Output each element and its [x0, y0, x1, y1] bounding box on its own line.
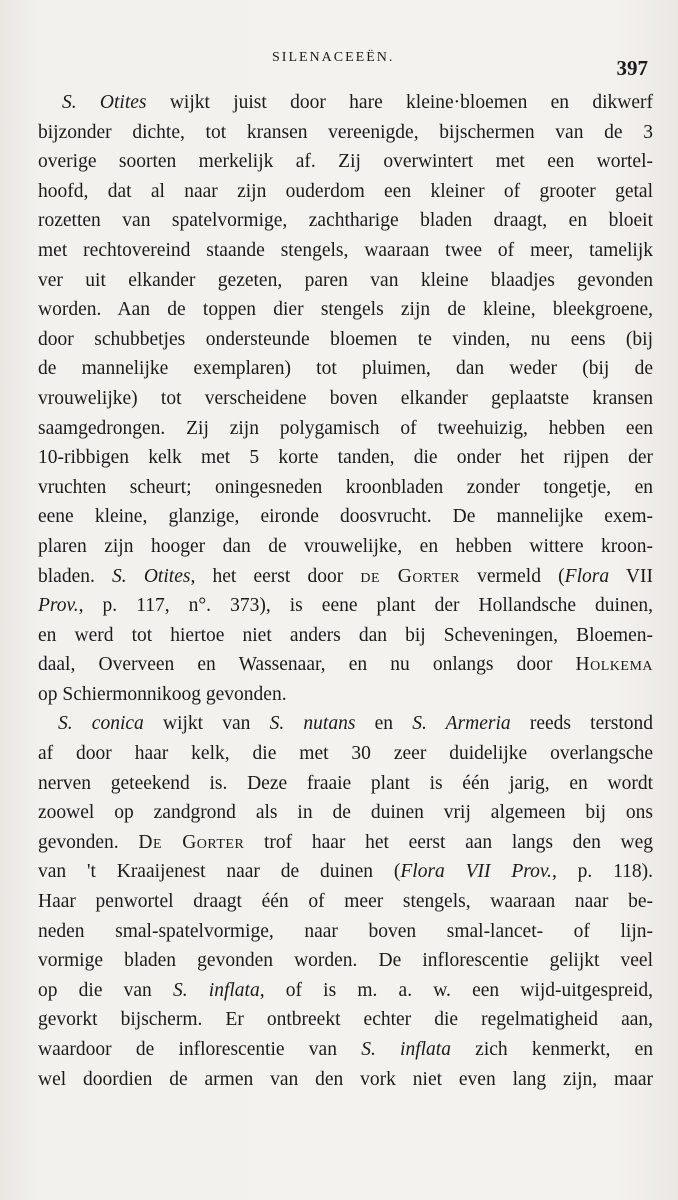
- paragraph-silene-conica: [38, 709, 653, 1094]
- work-title: Flora: [564, 565, 610, 587]
- line-text: op die van: [38, 979, 173, 1001]
- text-line: rozetten van spatelvormige, zachtharige bladen draagt, en bloeit: [38, 210, 653, 232]
- text-line: worden. Aan de toppen dier stengels zijn de kleine, bleekgroene,: [38, 299, 653, 321]
- text-line: hoofd, dat al naar zijn ouderdom een kleiner of grooter getal: [38, 180, 653, 202]
- text-line: de mannelijke exemplaren) tot pluimen, dan weder (bij de: [38, 358, 653, 380]
- text-line: vrouwelijke) tot verscheidene boven elkander geplaatste kransen: [38, 387, 653, 409]
- running-title: SILENACEEËN.: [272, 50, 395, 65]
- author-name: De Gorter: [138, 831, 245, 853]
- text-line: [38, 88, 653, 118]
- running-head: [0, 50, 678, 80]
- text-line: af door haar kelk, die met 30 zeer duidelijke overlangsche: [38, 743, 653, 765]
- line-text: wijkt juist door hare kleine·bloemen en dikwerf: [146, 92, 653, 113]
- text-line: vormige bladen gevonden worden. De inflorescentie gelijkt veel: [38, 950, 653, 972]
- line-text: van 't Kraaijenest naar de duinen (: [38, 861, 401, 883]
- text-line: Haar penwortel draagt één of meer stengels, waaraan naar be-: [38, 891, 653, 913]
- text-line: ver uit elkander gezeten, paren van kleine blaadjes gevonden: [38, 269, 653, 291]
- text-line: en werd tot hiertoe niet anders dan bij Scheveningen, Bloemen-: [38, 624, 653, 646]
- taxon-name: S. conica: [58, 713, 144, 735]
- text-line: [38, 857, 653, 887]
- taxon-name: S. inflata: [361, 1039, 451, 1060]
- taxon-name: S. nutans: [269, 713, 356, 735]
- line-text: trof haar het eerst aan langs den weg: [244, 831, 653, 853]
- taxon-name: S. Otites: [62, 92, 147, 113]
- text-line: op Schiermonnikoog gevonden.: [38, 683, 287, 705]
- line-text: vermeld (: [459, 565, 565, 587]
- line-text: VII: [609, 565, 653, 587]
- author-name: de Gorter: [360, 565, 460, 587]
- text-line: wel doordien de armen van den vork niet even lang zijn, maar: [38, 1068, 653, 1090]
- text-line: door schubbetjes ondersteunde bloemen te vinden, nu eens (bij: [38, 328, 653, 350]
- work-title: Flora VII Prov.: [400, 861, 552, 883]
- line-text: zich kenmerkt, en: [450, 1039, 654, 1060]
- taxon-name: S. inflata: [172, 979, 260, 1001]
- text-line: [38, 562, 653, 592]
- page-number: 397: [616, 56, 648, 80]
- body-text: [38, 88, 653, 1094]
- line-text: , p. 118).: [551, 861, 653, 883]
- line-text: en: [355, 713, 413, 735]
- taxon-name: S. Armeria: [412, 713, 511, 735]
- line-text: , het eerst door: [190, 565, 361, 587]
- text-line: gevorkt bijscherm. Er ontbreekt echter die regelmatigheid aan,: [38, 1009, 653, 1031]
- text-line: [38, 828, 653, 858]
- line-text: bladen.: [38, 565, 113, 587]
- text-line: met rechtovereind staande stengels, waaraan twee of meer, tamelijk: [38, 239, 653, 261]
- text-line: neden smal-spatelvormige, naar boven smal-lancet- of lijn-: [38, 920, 653, 942]
- text-line: [38, 591, 653, 621]
- paragraph-silene-otites: [38, 88, 653, 709]
- text-line: overige soorten merkelijk af. Zij overwintert met een wortel-: [38, 151, 653, 173]
- work-title: Prov.: [38, 595, 79, 617]
- line-text: reeds terstond: [510, 713, 653, 735]
- text-line: [38, 1035, 653, 1065]
- taxon-name: S. Otites: [112, 565, 191, 587]
- line-text: waardoor de inflorescentie van: [38, 1039, 362, 1060]
- text-line: 10-ribbigen kelk met 5 korte tanden, die onder het rijpen der: [38, 447, 653, 469]
- line-text: wijkt van: [143, 713, 270, 735]
- line-text: gevonden.: [38, 831, 139, 853]
- text-line: eene kleine, glanzige, eironde doosvrucht. De mannelijke exem-: [38, 506, 653, 528]
- text-line: saamgedrongen. Zij zijn polygamisch of tweehuizig, hebben een: [38, 417, 653, 439]
- text-line: [38, 976, 653, 1006]
- text-line: plaren zijn hooger dan de vrouwelijke, en hebben wittere kroon-: [38, 535, 653, 557]
- text-line: [38, 709, 653, 739]
- line-text: , of is m. a. w. een wijd-uitgespreid,: [259, 979, 653, 1001]
- text-line: nerven geteekend is. Deze fraaie plant is één jarig, en wordt: [38, 772, 653, 794]
- text-line: zoowel op zandgrond als in de duinen vrij algemeen bij ons: [38, 802, 653, 824]
- author-name: Holkema: [575, 654, 653, 676]
- text-line: vruchten scheurt; oningesneden kroonbladen zonder tongetje, en: [38, 476, 653, 498]
- text-line: [38, 650, 653, 680]
- line-text: daal, Overveen en Wassenaar, en nu onlangs door: [38, 654, 576, 676]
- text-line: bijzonder dichte, tot kransen vereenigde, bijschermen van de 3: [38, 121, 653, 143]
- line-text: , p. 117, n°. 373), is eene plant der Hollandsche duinen,: [78, 595, 653, 617]
